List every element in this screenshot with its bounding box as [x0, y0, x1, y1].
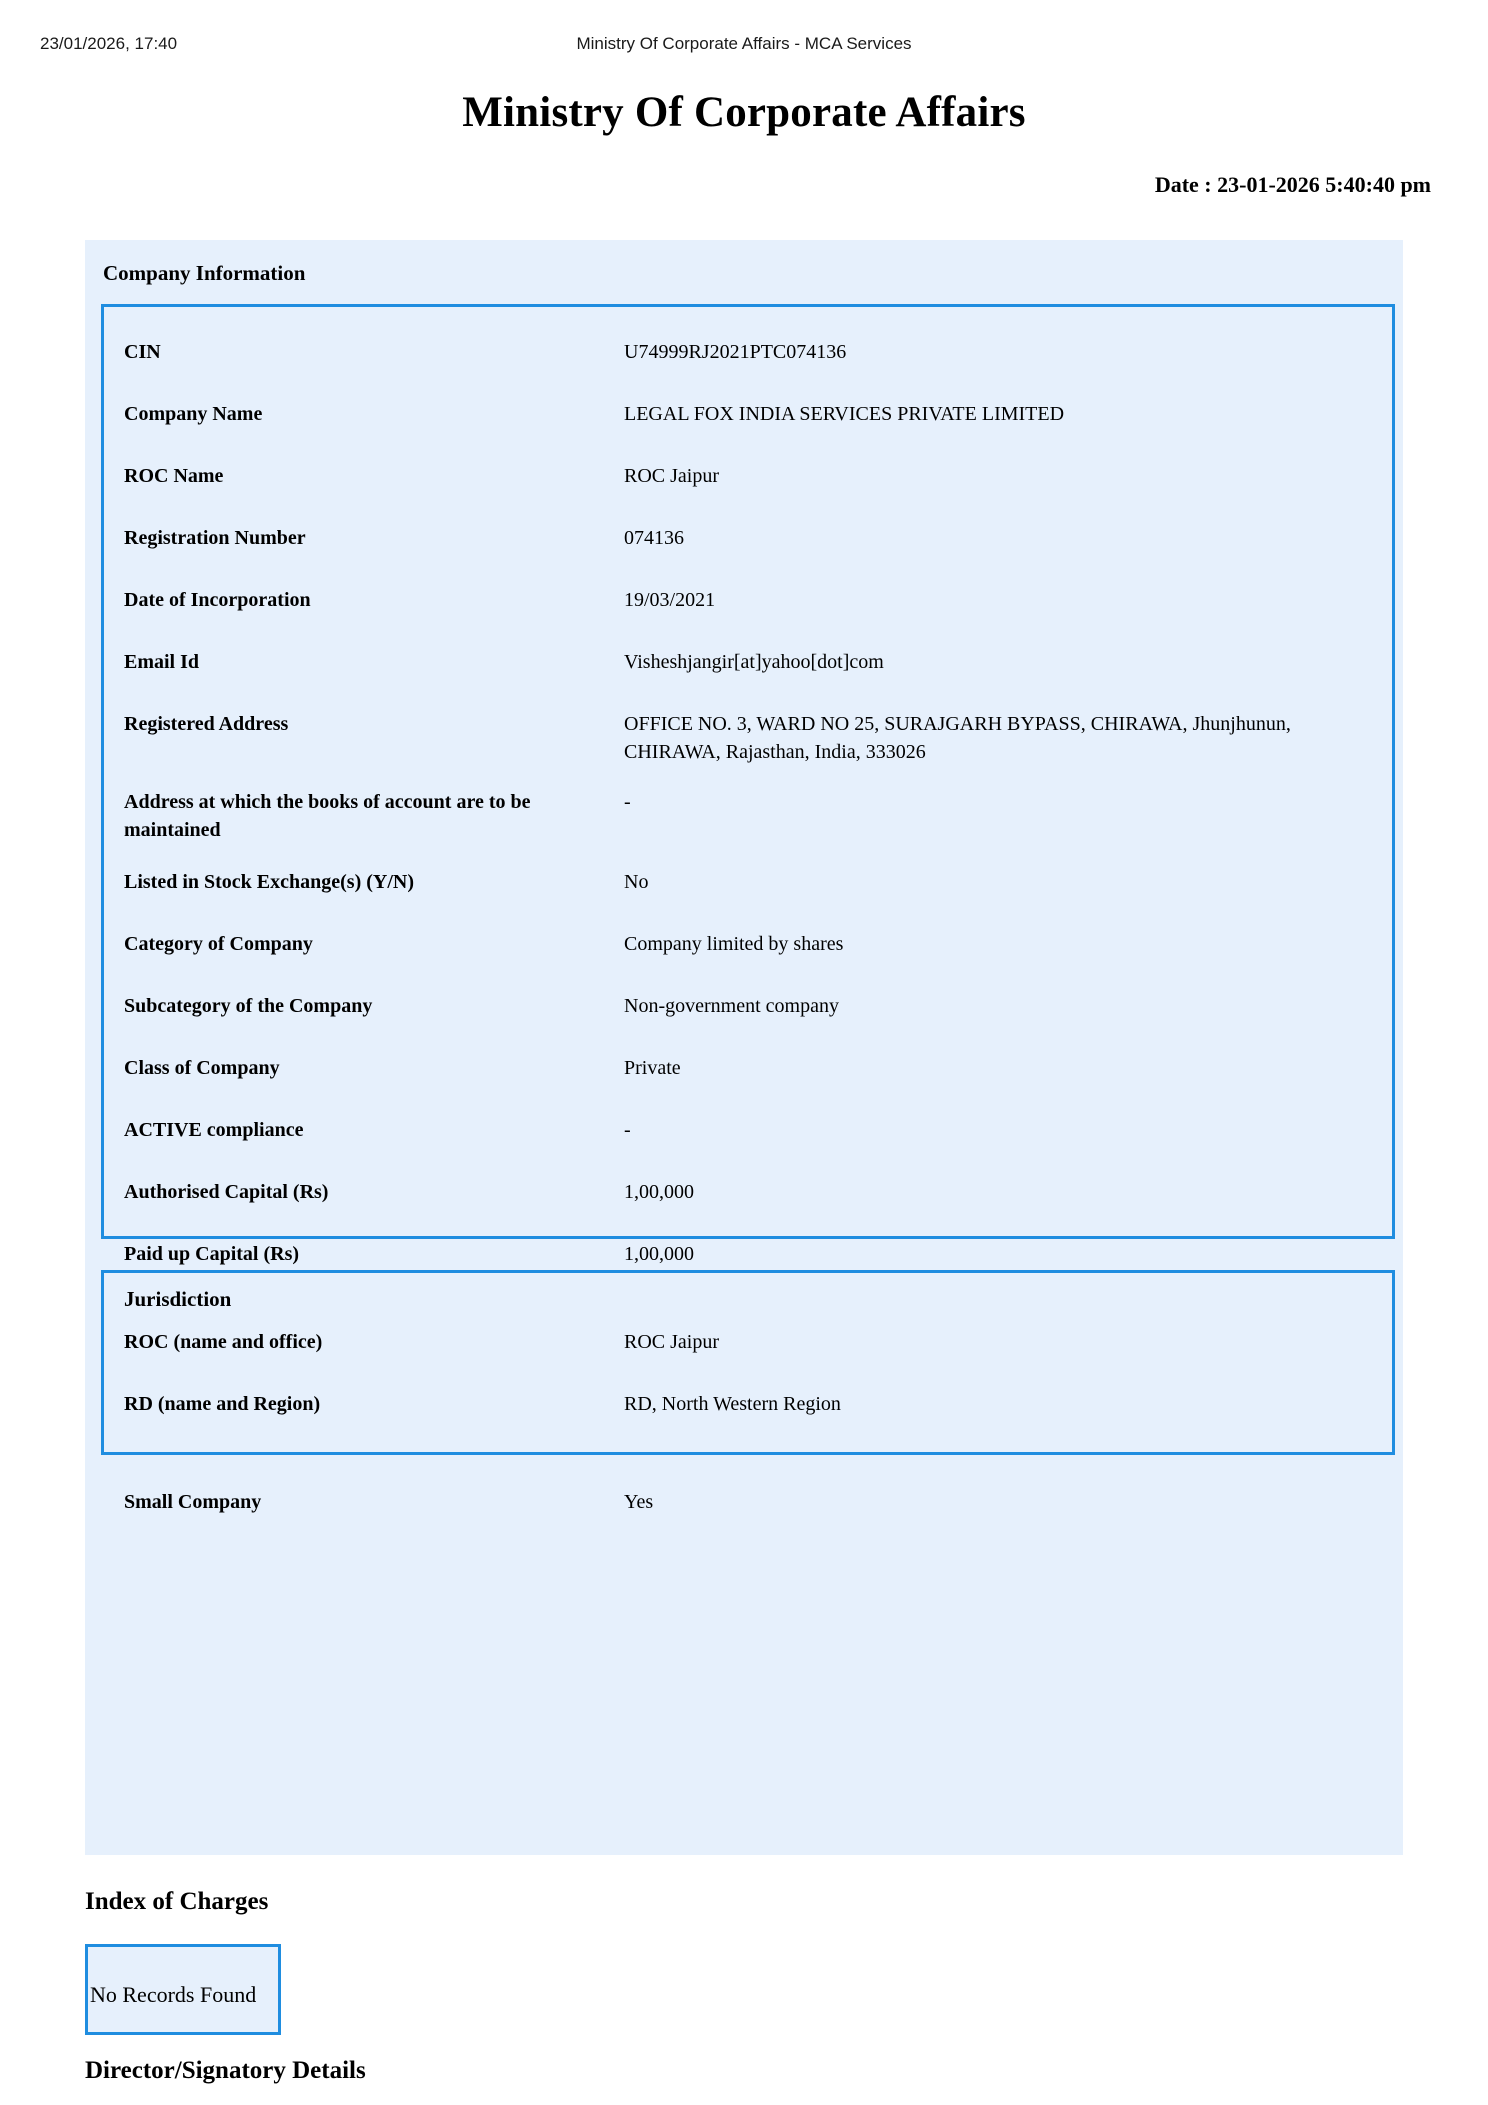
field-label-roc-name-and-office: ROC (name and office) — [124, 1331, 323, 1353]
company-information-panel — [85, 240, 1403, 1855]
table-row — [104, 648, 1392, 710]
field-label-registration-number: Registration Number — [124, 527, 306, 549]
field-label-email-id: Email Id — [124, 651, 200, 673]
field-label-rd-name-and-region: RD (name and Region) — [124, 1393, 321, 1415]
table-row — [104, 992, 1392, 1054]
index-of-charges-empty-message: No Records Found — [90, 1982, 257, 2007]
table-row — [104, 1054, 1392, 1116]
panel-heading: Company Information — [103, 261, 306, 285]
field-value-active-compliance: - — [624, 1119, 631, 1141]
jurisdiction-card — [101, 1270, 1395, 1455]
field-label-registered-address: Registered Address — [124, 713, 289, 735]
field-value-paid-up-capital: 1,00,000 — [624, 1243, 694, 1265]
table-row — [104, 524, 1392, 586]
table-row — [104, 1116, 1392, 1178]
director-signatory-details-heading: Director/Signatory Details — [85, 2057, 366, 2084]
field-label-paid-up-capital: Paid up Capital (Rs) — [124, 1243, 300, 1265]
field-value-registered-address: OFFICE NO. 3, WARD NO 25, SURAJGARH BYPASS, CHIRAWA, Jhunjhunun, CHIRAWA, Rajasthan, India, 333026 — [624, 713, 1291, 764]
field-value-authorised-capital: 1,00,000 — [624, 1181, 694, 1203]
page-title: Ministry Of Corporate Affairs — [462, 89, 1026, 136]
field-label-cin: CIN — [124, 341, 161, 363]
browser-print-header — [0, 34, 1488, 56]
field-value-subcategory-of-company: Non-government company — [624, 995, 839, 1017]
table-row — [104, 710, 1392, 788]
table-row — [104, 930, 1392, 992]
field-label-category-of-company: Category of Company — [124, 933, 313, 955]
field-value-listed-in-stock-exchange: No — [624, 871, 649, 893]
print-timestamp: 23/01/2026, 17:40 — [40, 34, 178, 53]
field-value-company-name: LEGAL FOX INDIA SERVICES PRIVATE LIMITED — [624, 403, 1065, 425]
field-label-listed-in-stock-exchange: Listed in Stock Exchange(s) (Y/N) — [124, 871, 415, 893]
field-label-subcategory-of-company: Subcategory of the Company — [124, 995, 373, 1017]
print-page-title: Ministry Of Corporate Affairs - MCA Services — [576, 34, 912, 53]
field-value-class-of-company: Private — [624, 1057, 681, 1079]
field-label-authorised-capital: Authorised Capital (Rs) — [124, 1181, 329, 1203]
field-label-active-compliance: ACTIVE compliance — [124, 1119, 304, 1141]
table-row — [104, 1390, 1392, 1452]
table-row — [104, 1178, 1392, 1240]
jurisdiction-rows — [104, 1273, 1392, 1452]
jurisdiction-card-title: Jurisdiction — [124, 1287, 232, 1311]
field-label-class-of-company: Class of Company — [124, 1057, 280, 1079]
table-row — [104, 1328, 1392, 1390]
index-of-charges-empty-box — [85, 1944, 281, 2035]
table-row — [104, 462, 1392, 524]
field-label-books-of-account-address: Address at which the books of account are to be maintained — [124, 791, 531, 841]
field-value-books-of-account-address: - — [624, 791, 631, 813]
field-label-date-of-incorporation: Date of Incorporation — [124, 589, 311, 611]
table-row — [104, 1488, 1392, 1550]
table-row — [104, 400, 1392, 462]
table-row — [104, 338, 1392, 400]
field-value-email-id: Visheshjangir[at]yahoo[dot]com — [624, 651, 884, 673]
field-value-small-company: Yes — [624, 1491, 654, 1513]
field-label-company-name: Company Name — [124, 403, 263, 425]
field-value-date-of-incorporation: 19/03/2021 — [624, 589, 716, 611]
field-label-roc-name: ROC Name — [124, 465, 224, 487]
report-generated-date: Date : 23-01-2026 5:40:40 pm — [1154, 172, 1431, 197]
field-value-category-of-company: Company limited by shares — [624, 933, 844, 955]
field-value-roc-name: ROC Jaipur — [624, 465, 719, 487]
field-value-rd-name-and-region: RD, North Western Region — [624, 1393, 841, 1415]
field-label-small-company: Small Company — [124, 1491, 262, 1513]
table-row — [104, 868, 1392, 930]
field-value-cin: U74999RJ2021PTC074136 — [624, 341, 847, 363]
index-of-charges-heading: Index of Charges — [85, 1888, 269, 1915]
field-value-roc-name-and-office: ROC Jaipur — [624, 1331, 719, 1353]
table-row — [104, 586, 1392, 648]
field-value-registration-number: 074136 — [624, 527, 684, 549]
table-row — [104, 788, 1392, 868]
